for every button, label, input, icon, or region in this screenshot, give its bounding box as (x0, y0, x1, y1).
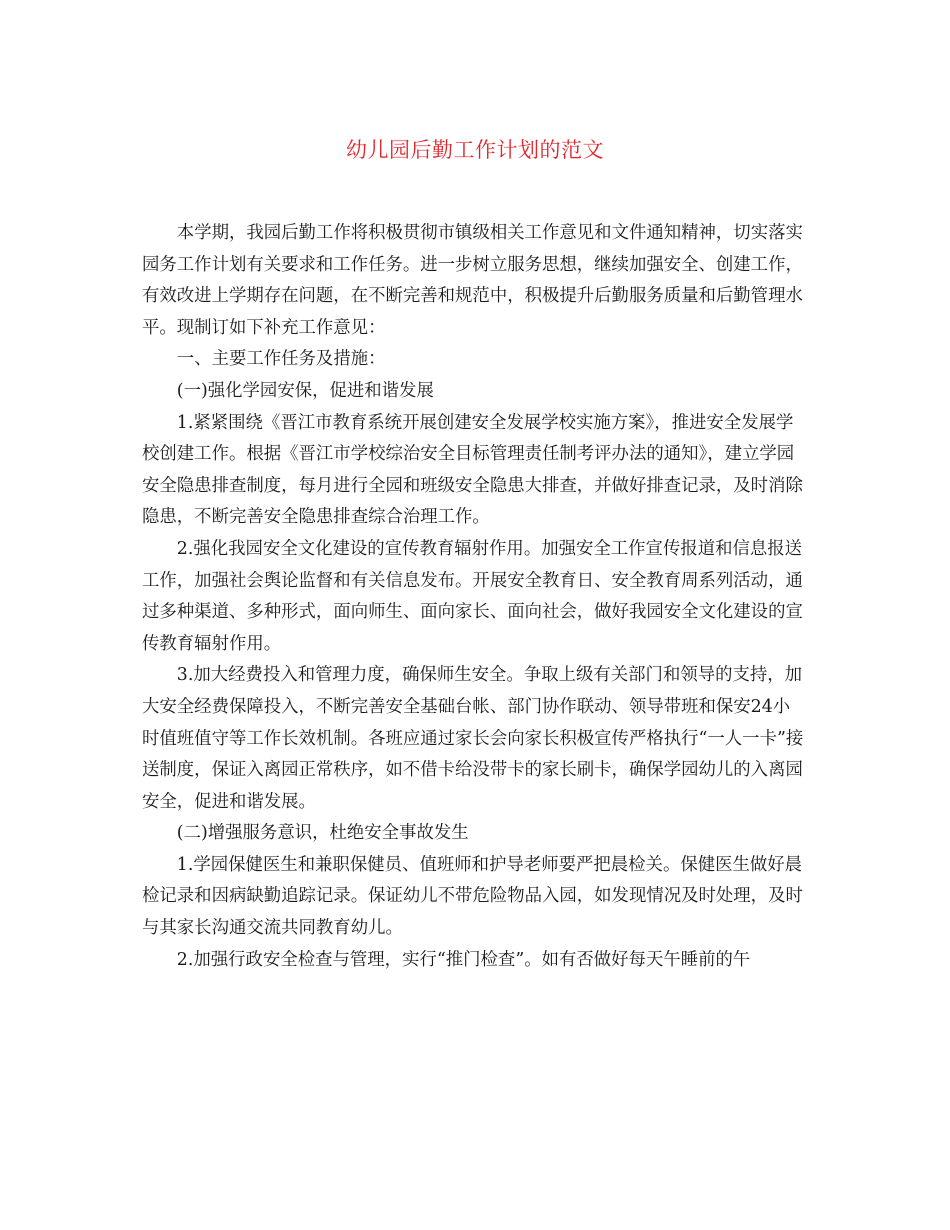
paragraph-item: 3.加大经费投入和管理力度，确保师生安全。争取上级有关部门和领导的支持，加大安全经费保障投入，不断完善安全基础台帐、部门协作联动、领导带班和保安24小时值班值守等工作长效机制。各班应通过家长会向家长积极宣传严格执行“一人一卡”接送制度，保证入离园正常秩序，如不借卡给没带卡的家长刷卡，确保学园幼儿的入离园安全，促进和谐发展。 (142, 665, 804, 812)
paragraph-intro: 本学期，我园后勤工作将积极贯彻市镇级相关工作意见和文件通知精神，切实落实园务工作计划有关要求和工作任务。进一步树立服务思想，继续加强安全、创建工作，有效改进上学期存在问题，在不断完善和规范中，积极提升后勤服务质量和后勤管理水平。现制订如下补充工作意见： (142, 223, 803, 338)
document-body (142, 218, 807, 976)
paragraph-item: 1.学园保健医生和兼职保健员、值班师和护导老师要严把晨检关。保健医生做好晨检记录和因病缺勤追踪记录。保证幼儿不带危险物品入园，如发现情况及时处理，及时与其家长沟通交流共同教育幼儿。 (142, 854, 803, 939)
section-heading-main-tasks: 一、主要工作任务及措施： (176, 349, 386, 370)
document-title: 幼儿园后勤工作计划的范文 (346, 138, 604, 162)
paragraph-item: 2.加强行政安全检查与管理，实行“推门检查”。如有否做好每天午睡前的午 (176, 949, 751, 970)
subsection-heading-security: (一)强化学园安保，促进和谐发展 (176, 380, 434, 401)
subsection-heading-service: (二)增强服务意识，杜绝安全事故发生 (176, 823, 469, 844)
paragraph-item: 1.紧紧围绕《晋江市教育系统开展创建安全发展学校实施方案》，推进安全发展学校创建工作。根据《晋江市学校综治安全目标管理责任制考评办法的通知》，建立学园安全隐患排查制度，每月进行全园和班级安全隐患大排查，并做好排查记录，及时消除隐患，不断完善安全隐患排查综合治理工作。 (142, 412, 803, 528)
paragraph-item: 2.强化我园安全文化建设的宣传教育辐射作用。加强安全工作宣传报道和信息报送工作，加强社会舆论监督和有关信息发布。开展安全教育日、安全教育周系列活动，通过多种渠道、多种形式，面向师生、面向家长、面向社会，做好我园安全文化建设的宣传教育辐射作用。 (142, 538, 803, 654)
